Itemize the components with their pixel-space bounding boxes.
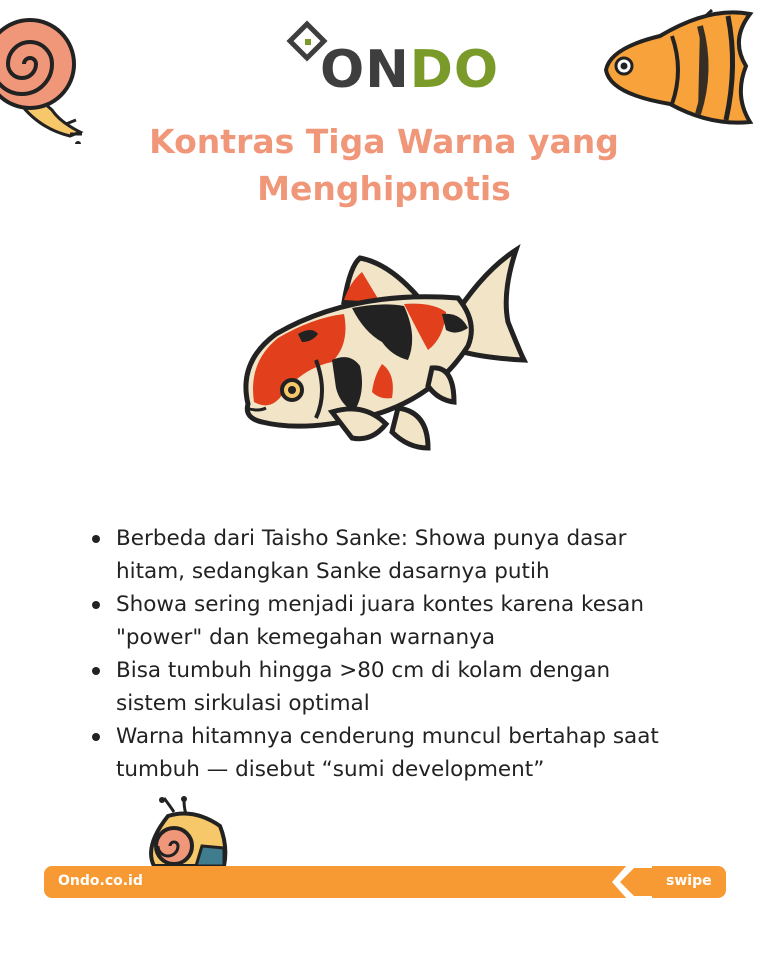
bullet-list [92, 522, 712, 786]
bullet-dot [92, 601, 100, 609]
title-line-2: Menghipnotis [257, 169, 511, 208]
list-item-line: tumbuh — disebut “sumi development” [116, 757, 545, 782]
list-item [92, 654, 712, 720]
list-item-line: "power" dan kemegahan warnanya [116, 625, 496, 650]
footer-bar [44, 866, 726, 898]
list-item-line: Berbeda dari Taisho Sanke: Showa punya dasar [116, 526, 627, 551]
snail-icon [144, 796, 228, 868]
bullet-dot [92, 667, 100, 675]
logo-wordmark [320, 40, 500, 100]
ondo-logo [286, 20, 500, 100]
list-item-line: hitam, sedangkan Sanke dasarnya putih [116, 559, 550, 584]
koi-fish-illustration [232, 242, 532, 462]
chevron-left-icon [604, 864, 652, 900]
list-item [92, 720, 712, 786]
list-item [92, 522, 712, 588]
list-item-line: Warna hitamnya cenderung muncul bertahap saat [116, 724, 659, 749]
list-item [92, 588, 712, 654]
snail-icon [0, 14, 90, 144]
bullet-dot [92, 733, 100, 741]
swipe-label[interactable]: swipe [666, 873, 712, 889]
list-item-line: sistem sirkulasi optimal [116, 691, 370, 716]
list-item-line: Showa sering menjadi juara kontes karena kesan [116, 592, 644, 617]
logo-text-on: ON [320, 40, 410, 100]
site-link[interactable]: Ondo.co.id [58, 873, 143, 889]
title-line-1: Kontras Tiga Warna yang [149, 122, 619, 161]
bullet-dot [92, 535, 100, 543]
page-title [84, 118, 684, 212]
list-item-line: Bisa tumbuh hingga >80 cm di kolam dengan [116, 658, 611, 683]
logo-text-do: DO [409, 40, 500, 100]
